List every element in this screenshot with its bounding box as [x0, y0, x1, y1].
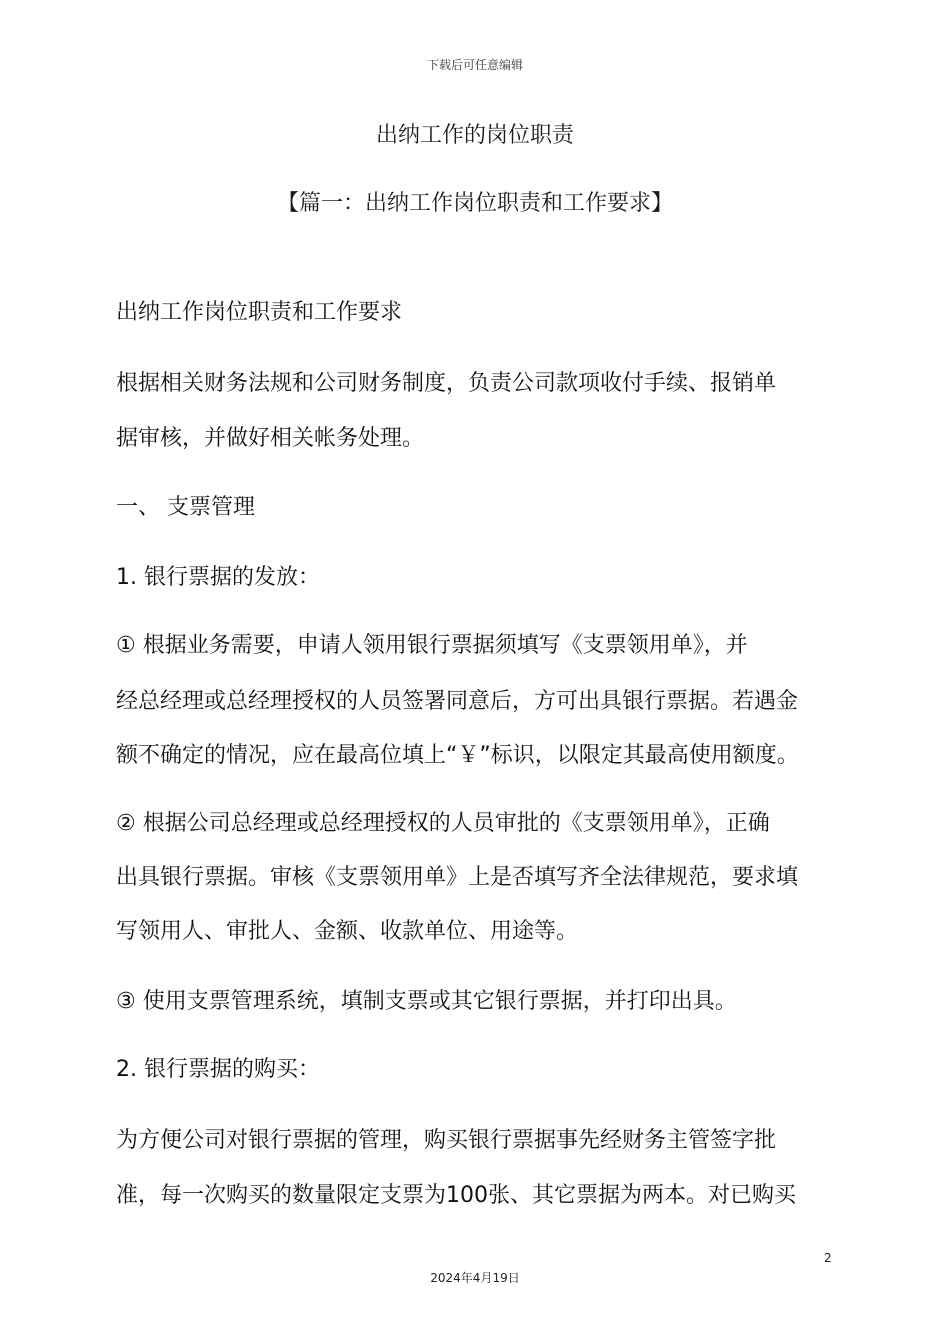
subsection-heading: 1. 银行票据的发放： [116, 565, 320, 590]
paragraph-line: 根据相关财务法规和公司财务制度，负责公司款项收付手续、报销单 [116, 371, 777, 396]
paragraph-line: 为方便公司对银行票据的管理，购买银行票据事先经财务主管签字批 [116, 1128, 777, 1153]
paragraph-line: 出具银行票据。审核《支票领用单》上是否填写齐全法律规范，要求填 [116, 865, 799, 890]
paragraph-line: 写领用人、审批人、金额、收款单位、用途等。 [116, 919, 579, 944]
paragraph-line: ② 根据公司总经理或总经理授权的人员审批的《支票领用单》，正确 [116, 811, 770, 836]
page-number: 2 [824, 1251, 832, 1265]
paragraph-line: 额不确定的情况，应在最高位填上“￥”标识，以限定其最高使用额度。 [116, 743, 799, 768]
paragraph-line: 经总经理或总经理授权的人员签署同意后，方可出具银行票据。若遇金 [116, 689, 799, 714]
paragraph-line: ③ 使用支票管理系统，填制支票或其它银行票据，并打印出具。 [116, 989, 737, 1014]
footer-date: 2024年4月19日 [430, 1271, 520, 1285]
document-title: 出纳工作的岗位职责 [375, 123, 574, 148]
header-note: 下载后可任意编辑 [426, 58, 523, 72]
section-heading: 出纳工作岗位职责和工作要求 [116, 300, 403, 325]
paragraph-line: 据审核，并做好相关帐务处理。 [116, 426, 425, 451]
paragraph-line: 准，每一次购买的数量限定支票为100张、其它票据为两本。对已购买 [116, 1183, 796, 1208]
section-heading: 一、 支票管理 [116, 495, 255, 520]
subsection-heading: 2. 银行票据的购买： [116, 1057, 320, 1082]
document-subtitle: 【篇一：出纳工作岗位职责和工作要求】 [276, 191, 673, 216]
paragraph-line: ① 根据业务需要，申请人领用银行票据须填写《支票领用单》，并 [116, 633, 748, 658]
